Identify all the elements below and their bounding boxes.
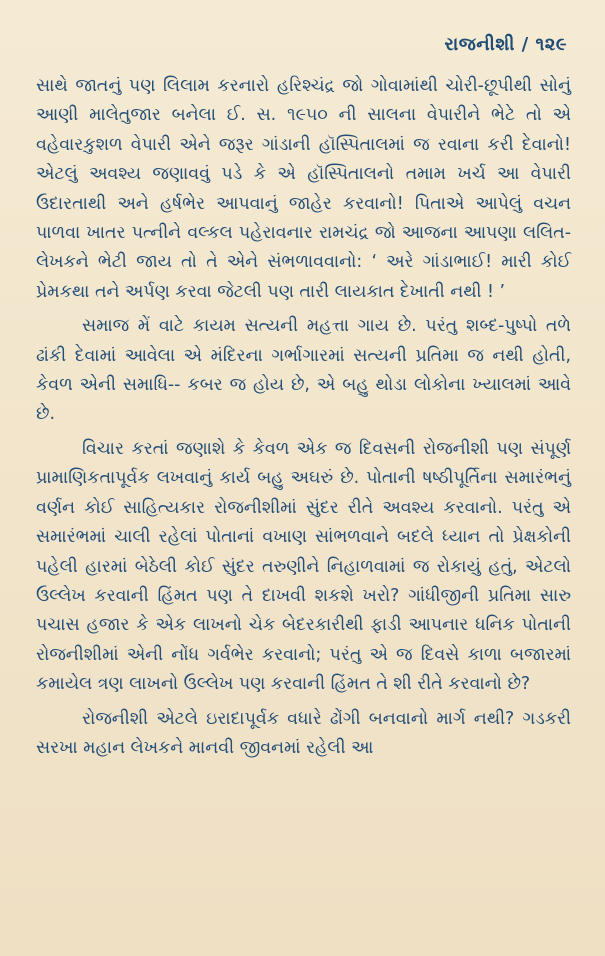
paragraph-2: સમાજ મેં વાટે કાયમ સત્યની મહત્તા ગાય છે. પરંતુ શબ્દ-પુષ્પો તળે ઢાંકી દેવામાં આવેલા એ મંદિરના ગર્ભાગારમાં સત્યની પ્રતિમા જ નથી હોતી, કેવળ એની સમાધિ-- કબર જ હોય છે, એ બહુ થોડા લોકોના ખ્યાલમાં આવે છે. [36,316,571,425]
body-text [36,72,571,768]
paragraph-3: વિચાર કરતાં જણાશે કે કેવળ એક જ દિવસની રોજનીશી પણ સંપૂર્ણ પ્રામાણિકતાપૂર્વક લખવાનું કાર્ય બહુ અઘરું છે. પોતાની ષષ્ઠીપૂર્તિના સમારંભનું વર્ણન કોઈ સાહિત્યકાર રોજનીશીમાં સુંદર રીતે અવશ્ય કરવાનો. પરંતુ એ સમારંભમાં ચાલી રહેલાં પોતાનાં વખાણ સાંભળવાને બદલે ધ્યાન તો પ્રેક્ષકોની પહેલી હારમાં બેઠેલી કોઈ સુંદર તરુણીને નિહાળવામાં જ રોકાયું હતું, એટલો ઉલ્લેખ કરવાની હિંમત પણ તે દાખવી શકશે ખરો? ગાંધીજીની પ્રતિમા સારુ પચાસ હજાર કે એક લાખનો ચેક બેદરકારીથી ફાડી આપનાર ધનિક પોતાની રોજનીશીમાં એની નોંધ ગર્વભેર કરવાનો; પરંતુ એ જ દિવસે કાળા બજારમાં કમાયેલ ત્રણ લાખનો ઉલ્લેખ પણ કરવાની હિંમત તે શી રીતે કરવાનો છે? [36,438,571,695]
paragraph-4: રોજનીશી એટલે ઇરાદાપૂર્વક વધારે ઢોંગી બનવાનો માર્ગ નથી? ગડકરી સરખા મહાન લેખકને માનવી જીવનમાં રહેલી આ [36,708,571,758]
running-header: રાજનીશી / ૧૨૯ [444,34,567,55]
paragraph-1: સાથે જાતનું પણ લિલામ કરનારો હરિશ્ચંદ્ર જો ગોવામાંથી ચોરી-છૂપીથી સોનું આણી માલેતુજાર બનેલા ઈ. સ. ૧૯૫૦ ની સાલના વેપારીને ભેટે તો એ વહેવારકુશળ વેપારી એને જરૂર ગાંડાની હૉસ્પિતાલમાં જ રવાના કરી દેવાનો! એટલું અવશ્ય જણાવવું પડે કે એ હૉસ્પિતાલનો તમામ ખર્ચ આ વેપારી ઉદારતાથી અને હર્ષભેર આપવાનું જાહેર કરવાનો! પિતાએ આપેલું વચન પાળવા ખાતર પત્નીને વલ્કલ પહેરાવનાર રામચંદ્ર જો આજના આપણા લલિત-લેખકને ભેટી જાય તો તે એને સંભળાવવાનો: ‘ અરે ગાંડાભાઈ! મારી કોઈ પ્રેમકથા તને અર્પણ કરવા જેટલી પણ તારી લાયકાત દેખાતી નથી ! ’ [36,76,571,302]
